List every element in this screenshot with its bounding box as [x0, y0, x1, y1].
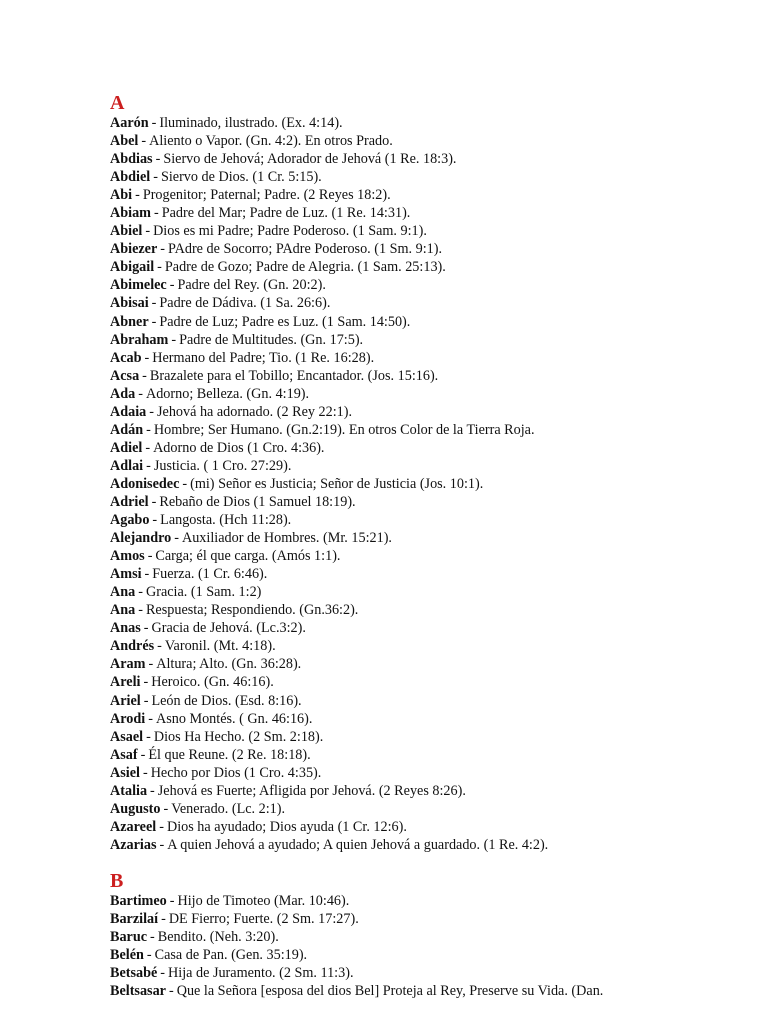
entry-separator: -: [147, 548, 153, 565]
name-entry: [110, 367, 730, 385]
entry-separator: -: [151, 295, 157, 312]
name-entry: [110, 222, 730, 240]
name-entry: [110, 331, 730, 349]
entry-name: Beltsasar: [110, 983, 166, 1000]
entry-separator: -: [148, 656, 154, 673]
entry-name: Abiezer: [110, 241, 158, 258]
name-entry: [110, 673, 730, 691]
name-entry: [110, 457, 730, 475]
entry-separator: -: [150, 782, 155, 799]
name-entry: [110, 186, 730, 204]
entry-separator: -: [146, 947, 152, 964]
entry-separator: -: [146, 421, 151, 438]
entry-separator: -: [143, 674, 149, 691]
entry-meaning: Bendito. (Neh. 3:20).: [157, 929, 279, 946]
entry-meaning: Jehová ha adornado. (2 Rey 22:1).: [157, 403, 353, 420]
entry-name: Aarón: [110, 115, 149, 131]
name-entry: [110, 619, 730, 637]
entry-meaning: Dios Ha Hecho. (2 Sm. 2:18).: [153, 728, 324, 745]
entry-separator: -: [157, 638, 162, 655]
name-list: [110, 892, 730, 1000]
name-entry: [110, 583, 730, 601]
entry-meaning: Padre del Mar; Padre de Luz. (1 Re. 14:31).: [161, 205, 411, 222]
entry-meaning: Iluminado, ilustrado. (Ex. 4:14).: [159, 115, 343, 131]
entry-name: Ada: [110, 385, 136, 402]
entry-separator: -: [146, 728, 151, 745]
letter-section-a: [110, 92, 730, 854]
entry-meaning: Hecho por Dios (1 Cro. 4:35).: [150, 764, 322, 781]
entry-separator: -: [142, 764, 148, 781]
entry-name: Asael: [110, 728, 144, 745]
name-entry: [110, 276, 730, 294]
entry-meaning: Carga; él que carga. (Amós 1:1).: [155, 548, 341, 565]
name-list: [110, 114, 730, 854]
entry-name: Augusto: [110, 800, 161, 817]
entry-name: Abraham: [110, 331, 169, 348]
entry-separator: -: [154, 205, 159, 222]
entry-name: Adán: [110, 421, 144, 438]
name-entry: [110, 982, 730, 1000]
entry-separator: -: [171, 331, 177, 348]
entry-meaning: Gracia de Jehová. (Lc.3:2).: [151, 620, 306, 637]
entry-separator: -: [169, 892, 175, 909]
entry-meaning: Siervo de Jehová; Adorador de Jehová (1 Re. 18:3).: [163, 151, 457, 168]
name-entry: [110, 529, 730, 547]
entry-meaning: Hombre; Ser Humano. (Gn.2:19). En otros Color de la Tierra Roja.: [153, 421, 535, 438]
entry-meaning: Langosta. (Hch 11:28).: [160, 512, 292, 529]
entry-name: Abisai: [110, 295, 149, 312]
entry-name: Arodi: [110, 710, 146, 727]
entry-separator: -: [182, 475, 188, 492]
entry-name: Adiel: [110, 439, 143, 456]
name-entry: [110, 728, 730, 746]
name-entry: [110, 836, 730, 854]
name-entry: [110, 710, 730, 728]
entry-name: Alejandro: [110, 530, 172, 547]
entry-separator: -: [163, 800, 169, 817]
name-entry: [110, 800, 730, 818]
name-entry: [110, 964, 730, 982]
entry-name: Asaf: [110, 746, 138, 763]
entry-meaning: Fuerza. (1 Cr. 6:46).: [152, 566, 268, 583]
entry-name: Acsa: [110, 367, 140, 384]
entry-meaning: Casa de Pan. (Gen. 35:19).: [154, 947, 308, 964]
entry-name: Barzilaí: [110, 910, 159, 927]
entry-separator: -: [142, 367, 147, 384]
entry-separator: -: [161, 910, 166, 927]
entry-name: Acab: [110, 349, 142, 366]
entry-separator: -: [152, 512, 158, 529]
entry-meaning: León de Dios. (Esd. 8:16).: [151, 692, 302, 709]
name-entry: [110, 168, 730, 186]
entry-meaning: Hija de Juramento. (2 Sm. 11:3).: [168, 965, 354, 982]
entry-separator: -: [145, 439, 151, 456]
entry-meaning: Que la Señora [esposa del dios Bel] Proteja al Rey, Preserve su Vida. (Dan.: [176, 983, 604, 1000]
name-entry: [110, 692, 730, 710]
entry-name: Amos: [110, 548, 145, 565]
entry-meaning: Padre de Gozo; Padre de Alegria. (1 Sam. 25:13).: [164, 259, 446, 276]
entry-separator: -: [169, 277, 175, 294]
name-entry: [110, 565, 730, 583]
entry-name: Aram: [110, 656, 146, 673]
entry-separator: -: [146, 457, 151, 474]
entry-separator: -: [174, 530, 179, 547]
entry-separator: -: [143, 692, 149, 709]
name-entry: [110, 240, 730, 258]
entry-meaning: Padre de Multitudes. (Gn. 17:5).: [179, 331, 364, 348]
entry-separator: -: [160, 965, 166, 982]
name-entry: [110, 403, 730, 421]
entry-name: Adriel: [110, 493, 149, 510]
entry-meaning: Jehová es Fuerte; Afligida por Jehová. (2 Reyes 8:26).: [157, 782, 466, 799]
entry-meaning: Respuesta; Respondiendo. (Gn.36:2).: [145, 602, 359, 619]
entry-name: Azareel: [110, 818, 157, 835]
entry-name: Abdiel: [110, 169, 151, 186]
entry-name: Adonisedec: [110, 475, 180, 492]
entry-name: Abiel: [110, 223, 143, 240]
name-entry: [110, 818, 730, 836]
entry-meaning: Justicia. ( 1 Cro. 27:29).: [153, 457, 292, 474]
entry-meaning: Asno Montés. ( Gn. 46:16).: [155, 710, 313, 727]
entry-name: Abi: [110, 187, 133, 204]
entry-separator: -: [135, 187, 140, 204]
name-entry: [110, 782, 730, 800]
entry-meaning: A quien Jehová a ayudado; A quien Jehová a guardado. (1 Re. 4:2).: [167, 836, 549, 853]
entry-meaning: Siervo de Dios. (1 Cr. 5:15).: [160, 169, 322, 186]
entry-name: Andrés: [110, 638, 155, 655]
entry-meaning: PAdre de Socorro; PAdre Poderoso. (1 Sm. 9:1).: [168, 241, 443, 258]
name-entry: [110, 637, 730, 655]
document-page: [110, 92, 730, 1000]
entry-meaning: Él que Reune. (2 Re. 18:18).: [148, 746, 311, 763]
entry-meaning: Padre de Luz; Padre es Luz. (1 Sam. 14:50).: [159, 313, 411, 330]
entry-meaning: Padre de Dádiva. (1 Sa. 26:6).: [159, 295, 331, 312]
entry-name: Areli: [110, 674, 141, 691]
entry-separator: -: [157, 259, 162, 276]
name-entry: [110, 928, 730, 946]
entry-separator: -: [143, 620, 149, 637]
name-entry: [110, 385, 730, 403]
name-entry: [110, 313, 730, 331]
entry-separator: -: [151, 313, 157, 330]
entry-name: Adlai: [110, 457, 144, 474]
entry-separator: -: [153, 169, 158, 186]
letter-section-b: [110, 870, 730, 1000]
entry-name: Anas: [110, 620, 141, 637]
entry-separator: -: [144, 349, 150, 366]
entry-separator: -: [140, 746, 146, 763]
entry-separator: -: [155, 151, 161, 168]
entry-separator: -: [141, 133, 147, 150]
entry-meaning: Altura; Alto. (Gn. 36:28).: [156, 656, 302, 673]
name-entry: [110, 204, 730, 222]
entry-name: Agabo: [110, 512, 150, 529]
name-entry: [110, 294, 730, 312]
entry-name: Abdias: [110, 151, 153, 168]
name-entry: [110, 946, 730, 964]
section-letter-heading: B: [110, 869, 124, 892]
entry-meaning: Adorno de Dios (1 Cro. 4:36).: [153, 439, 325, 456]
entry-name: Ana: [110, 584, 136, 601]
entry-separator: -: [151, 493, 157, 510]
entry-separator: -: [149, 403, 154, 420]
entry-separator: -: [138, 584, 143, 601]
entry-meaning: Hijo de Timoteo (Mar. 10:46).: [177, 892, 350, 909]
entry-name: Adaia: [110, 403, 147, 420]
entry-name: Abimelec: [110, 277, 167, 294]
entry-separator: -: [160, 241, 166, 258]
entry-name: Abiam: [110, 205, 151, 222]
name-entry: [110, 439, 730, 457]
entry-meaning: Auxiliador de Hombres. (Mr. 15:21).: [181, 530, 392, 547]
entry-name: Abigail: [110, 259, 155, 276]
entry-separator: -: [150, 929, 155, 946]
entry-name: Ana: [110, 602, 136, 619]
entry-separator: -: [148, 710, 153, 727]
entry-name: Abner: [110, 313, 149, 330]
name-entry: [110, 132, 730, 150]
name-entry: [110, 547, 730, 565]
name-entry: [110, 910, 730, 928]
entry-separator: -: [145, 223, 151, 240]
name-entry: [110, 493, 730, 511]
entry-name: Baruc: [110, 929, 148, 946]
entry-name: Atalia: [110, 782, 148, 799]
entry-meaning: Gracia. (1 Sam. 1:2): [145, 584, 262, 601]
entry-name: Betsabé: [110, 965, 158, 982]
name-entry: [110, 349, 730, 367]
entry-meaning: Adorno; Belleza. (Gn. 4:19).: [145, 385, 310, 402]
entry-meaning: Venerado. (Lc. 2:1).: [171, 800, 286, 817]
entry-name: Azarias: [110, 836, 157, 853]
entry-name: Amsi: [110, 566, 142, 583]
entry-meaning: Progenitor; Paternal; Padre. (2 Reyes 18:2).: [142, 187, 391, 204]
entry-meaning: Padre del Rey. (Gn. 20:2).: [177, 277, 326, 294]
name-entry: [110, 150, 730, 168]
entry-name: Abel: [110, 133, 139, 150]
name-entry: [110, 475, 730, 493]
section-letter-heading: A: [110, 92, 125, 114]
entry-separator: -: [159, 836, 165, 853]
entry-meaning: Dios es mi Padre; Padre Poderoso. (1 Sam. 9:1).: [153, 223, 427, 240]
entry-meaning: (mi) Señor es Justicia; Señor de Justicia (Jos. 10:1).: [190, 475, 484, 492]
name-entry: [110, 746, 730, 764]
name-entry: [110, 421, 730, 439]
entry-separator: -: [138, 602, 143, 619]
name-entry: [110, 114, 730, 132]
entry-meaning: Rebaño de Dios (1 Samuel 18:19).: [159, 493, 356, 510]
entry-separator: -: [144, 566, 150, 583]
name-entry: [110, 601, 730, 619]
entry-meaning: DE Fierro; Fuerte. (2 Sm. 17:27).: [168, 910, 359, 927]
name-entry: [110, 511, 730, 529]
name-entry: [110, 655, 730, 673]
entry-name: Bartimeo: [110, 892, 167, 909]
entry-meaning: Hermano del Padre; Tio. (1 Re. 16:28).: [152, 349, 375, 366]
entry-meaning: Aliento o Vapor. (Gn. 4:2). En otros Prado.: [149, 133, 393, 150]
entry-separator: -: [151, 115, 157, 131]
name-entry: [110, 258, 730, 276]
entry-meaning: Brazalete para el Tobillo; Encantador. (Jos. 15:16).: [149, 367, 439, 384]
entry-separator: -: [159, 818, 164, 835]
entry-meaning: Dios ha ayudado; Dios ayuda (1 Cr. 12:6).: [166, 818, 407, 835]
entry-name: Belén: [110, 947, 144, 964]
entry-name: Ariel: [110, 692, 141, 709]
entry-name: Asiel: [110, 764, 140, 781]
entry-separator: -: [138, 385, 143, 402]
entry-meaning: Heroico. (Gn. 46:16).: [151, 674, 274, 691]
name-entry: [110, 764, 730, 782]
entry-meaning: Varonil. (Mt. 4:18).: [164, 638, 276, 655]
name-entry: [110, 892, 730, 910]
entry-separator: -: [168, 983, 174, 1000]
